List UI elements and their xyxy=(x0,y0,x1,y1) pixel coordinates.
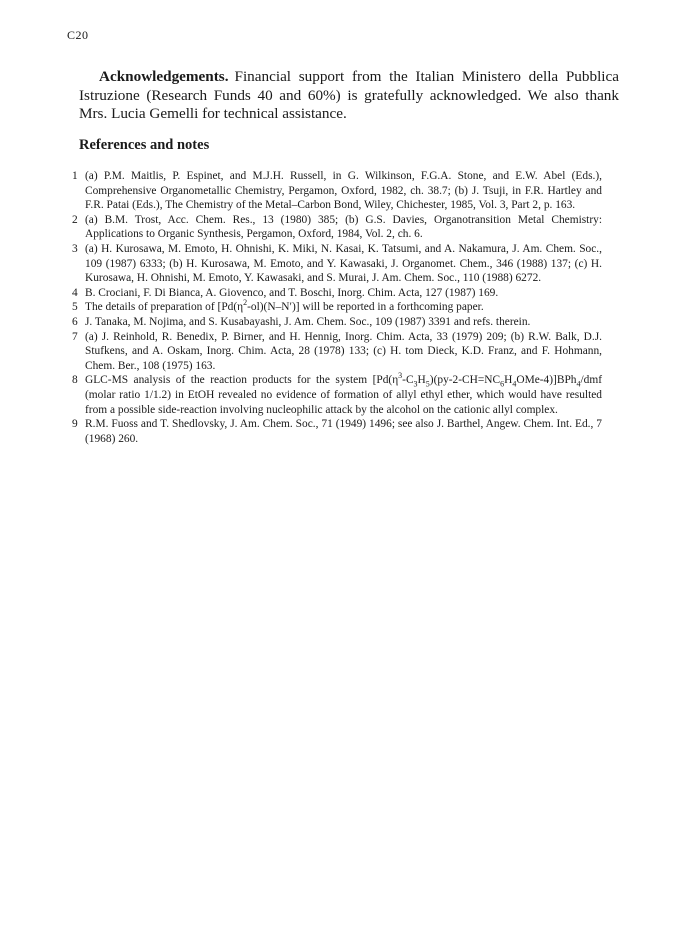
reference-text: (a) P.M. Maitlis, P. Espinet, and M.J.H. Russell, in G. Wilkinson, F.G.A. Stone, and E.W. Abel (Eds.), Comprehensive Organometallic Chemistry, Pergamon, Oxford, 1982, ch. 38.7; (b) J. Tsuji, in F.R. Hartley and F.R. Patai (Eds.), The Chemistry of the Metal–Carbon Bond, Wiley, Chichester, 1985, Vol. 3, Part 2, p. 163. xyxy=(85,170,602,212)
reference-text-part: -C xyxy=(402,374,414,387)
reference-text: B. Crociani, F. Di Bianca, A. Giovenco, and T. Boschi, Inorg. Chim. Acta, 127 (1987) 169. xyxy=(85,286,499,299)
reference-text-part: OMe-4)]BPh xyxy=(516,374,577,387)
reference-text-part: H xyxy=(504,374,513,387)
subscript: 4 xyxy=(512,379,517,389)
acknowledgements-paragraph xyxy=(79,68,619,124)
superscript: 3 xyxy=(398,371,403,381)
reference-number: 6 xyxy=(72,315,78,328)
subscript: 4 xyxy=(576,379,581,389)
reference-text: (a) J. Reinhold, R. Benedix, P. Birner, and H. Hennig, Inorg. Chim. Acta, 33 (1979) 209; (b) R.W. Balk, D.J. Stufkens, and A. Oskam, Inorg. Chim. Acta, 28 (1978) 133; (c) H. tom Dieck, K.D. Franz, and F. Hohmann, Chem. Ber., 108 (1975) 163. xyxy=(85,330,602,372)
reference-text xyxy=(85,373,602,417)
reference-item-8 xyxy=(72,373,602,417)
subscript: 6 xyxy=(500,379,505,389)
reference-text: (a) B.M. Trost, Acc. Chem. Res., 13 (1980) 385; (b) G.S. Davies, Organotransition Metal Chemistry: Applications to Organic Synthesis, Pergamon, Oxford, 1984, Vol. 2, ch. 6. xyxy=(85,213,602,241)
reference-text xyxy=(85,300,602,315)
reference-number: 1 xyxy=(72,170,78,182)
reference-text: R.M. Fuoss and T. Shedlovsky, J. Am. Chem. Soc., 71 (1949) 1496; see also J. Barthel, Angew. Chem. Int. Ed., 7 (1968) 260. xyxy=(85,418,602,445)
reference-text-part: GLC-MS analysis of the reaction products for the system [Pd(η xyxy=(85,374,399,387)
reference-text-part: -ol)(N–N′)] will be reported in a forthcoming paper. xyxy=(247,301,484,314)
reference-text-part: /dmf (molar ratio 1/1.2) in EtOH revealed no evidence of formation of allyl ethyl ether, which would have resulted from a possible side-reaction involving nucleophilic attack by the alcohol on the cationic allyl complex. xyxy=(85,374,602,416)
superscript: 2 xyxy=(243,298,248,308)
reference-number: 9 xyxy=(72,418,78,431)
reference-number: 5 xyxy=(72,301,78,314)
reference-text-part: The details of preparation of [Pd(η xyxy=(85,301,244,314)
reference-number: 4 xyxy=(72,286,78,299)
reference-item-5 xyxy=(72,300,602,315)
acknowledgements-heading: Acknowledgements. xyxy=(99,68,229,85)
reference-item-4 xyxy=(72,286,602,301)
reference-number: 3 xyxy=(72,242,78,255)
reference-number: 8 xyxy=(72,374,78,387)
reference-item-6 xyxy=(72,315,602,330)
page-number: C20 xyxy=(67,28,89,42)
reference-number: 7 xyxy=(72,330,78,343)
reference-number: 2 xyxy=(72,213,78,226)
references-list xyxy=(72,169,602,446)
reference-item-3 xyxy=(72,242,602,286)
reference-item-7 xyxy=(72,330,602,374)
subscript: 5 xyxy=(425,379,430,389)
reference-text-part: )(py-2-CH=NC xyxy=(429,374,501,387)
acknowledgements-text: Financial support from the Italian Ministero della Pubblica Istruzione (Research Funds 40 and 60%) is gratefully acknowledged. We also thank Mrs. Lucia Gemelli for technical assistance. xyxy=(79,68,619,122)
reference-text-part: H xyxy=(417,374,426,387)
reference-item-9 xyxy=(72,417,602,446)
reference-item-1 xyxy=(72,169,602,213)
reference-item-2 xyxy=(72,213,602,242)
reference-text: J. Tanaka, M. Nojima, and S. Kusabayashi, J. Am. Chem. Soc., 109 (1987) 3391 and refs. therein. xyxy=(85,315,531,328)
references-title: References and notes xyxy=(79,137,210,153)
subscript: 3 xyxy=(413,379,418,389)
reference-text: (a) H. Kurosawa, M. Emoto, H. Ohnishi, K. Miki, N. Kasai, K. Tatsumi, and A. Nakamura, J. Am. Chem. Soc., 109 (1987) 6333; (b) H. Kurosawa, M. Emoto, and Y. Kawasaki, J. Organomet. Chem., 346 (1988) 137; (c) H. Kurosawa, H. Ohnishi, M. Emoto, Y. Kawasaki, and S. Murai, J. Am. Chem. Soc., 110 (1988) 6272. xyxy=(85,242,602,285)
